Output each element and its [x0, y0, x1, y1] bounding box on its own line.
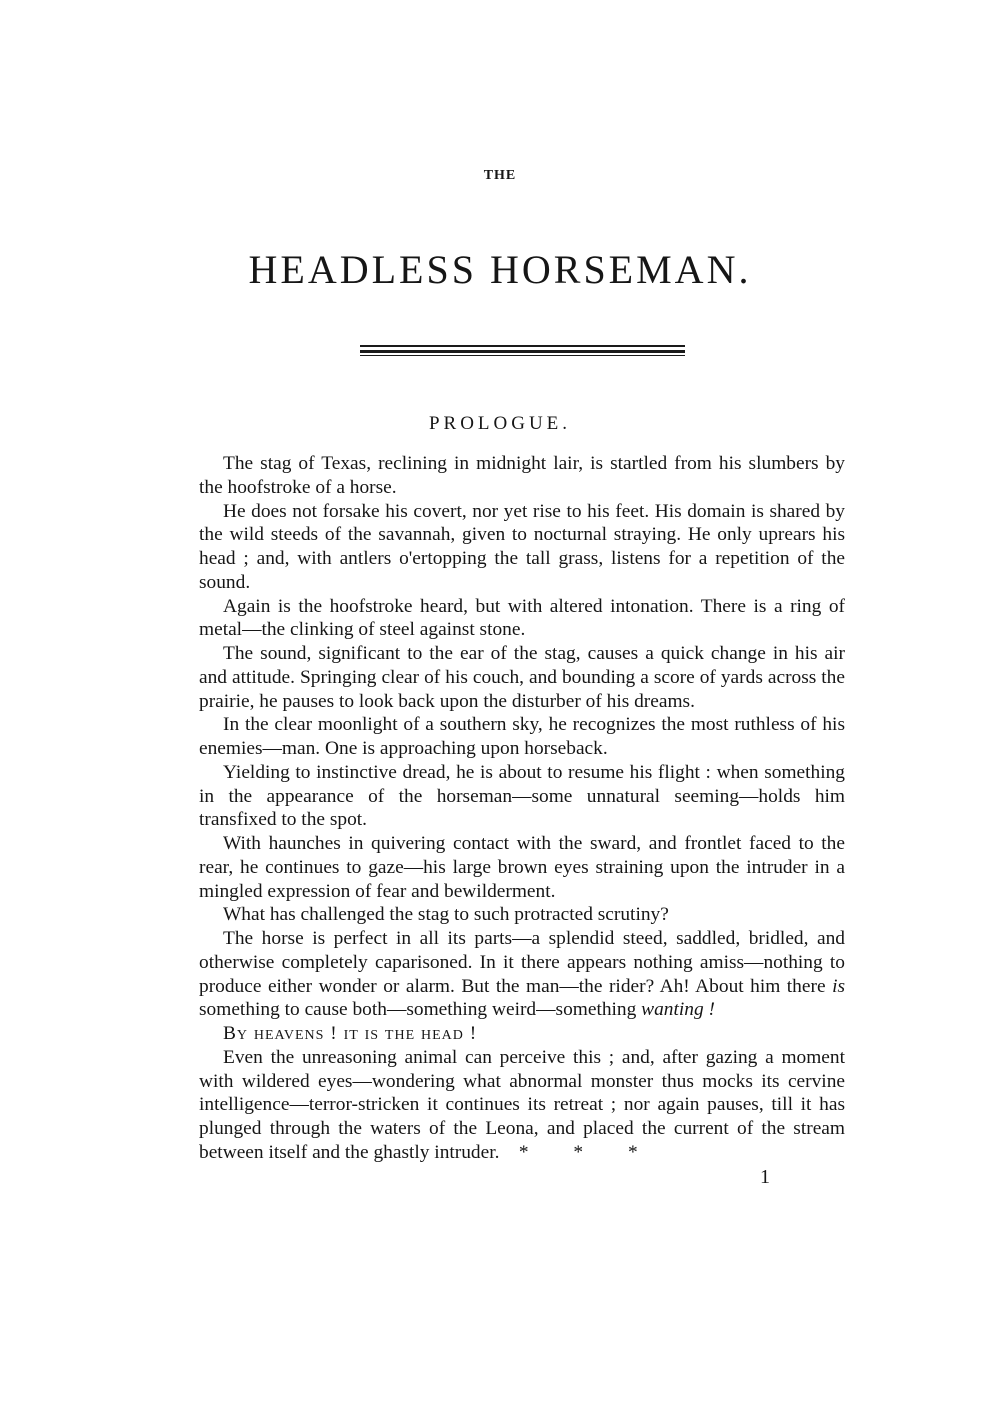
paragraph-text: Even the unreasoning animal can perceive this ; and, after gazing a moment with wildered eyes—wondering what abnormal monster thus mocks its cervine intelligence—terror-stricken it continues its retreat ; nor again pauses, till it has plunged through the waters of the Leona, and placed the current of the stream between itself and the ghastly intruder. — [199, 1046, 845, 1163]
title-rule-top — [360, 345, 685, 347]
section-break-stars: * * * — [518, 1141, 638, 1163]
title-article: THE — [483, 168, 517, 183]
exclamation: By heavens ! it is the head ! — [223, 1023, 478, 1044]
paragraph-text: something to cause both—something weird—something — [199, 999, 637, 1021]
page-number: 1 — [760, 1166, 770, 1188]
paragraph: Again is the hoofstroke heard, but with altered intonation. There is a ring of metal—the clinking of steel against stone. — [199, 595, 845, 641]
paragraph: In the clear moonlight of a southern sky, he recognizes the most ruthless of his enemies—man. One is approaching upon horseback. — [199, 714, 845, 759]
paragraph: The stag of Texas, reclining in midnight lair, is startled from his slumbers by the hoofstroke of a horse. — [199, 453, 845, 498]
italic-word: wanting ! — [641, 999, 715, 1021]
paragraph: What has challenged the stag to such protracted scrutiny? — [223, 904, 669, 926]
title-rule-bottom — [360, 355, 685, 356]
title-rule-middle — [360, 350, 685, 353]
italic-word: is — [832, 975, 845, 997]
paragraph-text: The horse is perfect in all its parts—a splendid steed, saddled, bridled, and otherwise completely caparisoned. In it there appears nothing amiss—nothing to produce either wonder or alarm. But the man—the rider? Ah! About him there — [199, 928, 845, 997]
paragraph: Yielding to instinctive dread, he is about to resume his flight : when something in the appearance of the horseman—some unnatural seeming—holds him transfixed to the spot. — [199, 761, 845, 831]
paragraph: With haunches in quivering contact with the sward, and frontlet faced to the rear, he continues to gaze—his large brown eyes straining upon the intruder in a mingled expression of fear and bewilderment. — [199, 833, 845, 902]
body-text — [199, 452, 845, 1165]
section-heading: PROLOGUE. — [428, 413, 572, 434]
book-title: HEADLESS HORSEMAN. — [248, 247, 752, 292]
paragraph — [199, 1046, 845, 1165]
paragraph: The sound, significant to the ear of the stag, causes a quick change in his air and attitude. Springing clear of his couch, and bounding a score of yards across the prairie, he pauses to look back upon the disturber of his dreams. — [199, 643, 845, 712]
paragraph: He does not forsake his covert, nor yet rise to his feet. His domain is shared by the wild steeds of the savannah, given to nocturnal straying. He only uprears his head ; and, with antlers o'ertopping the tall grass, listens for a repetition of the sound. — [199, 500, 845, 593]
paragraph — [199, 927, 845, 1022]
